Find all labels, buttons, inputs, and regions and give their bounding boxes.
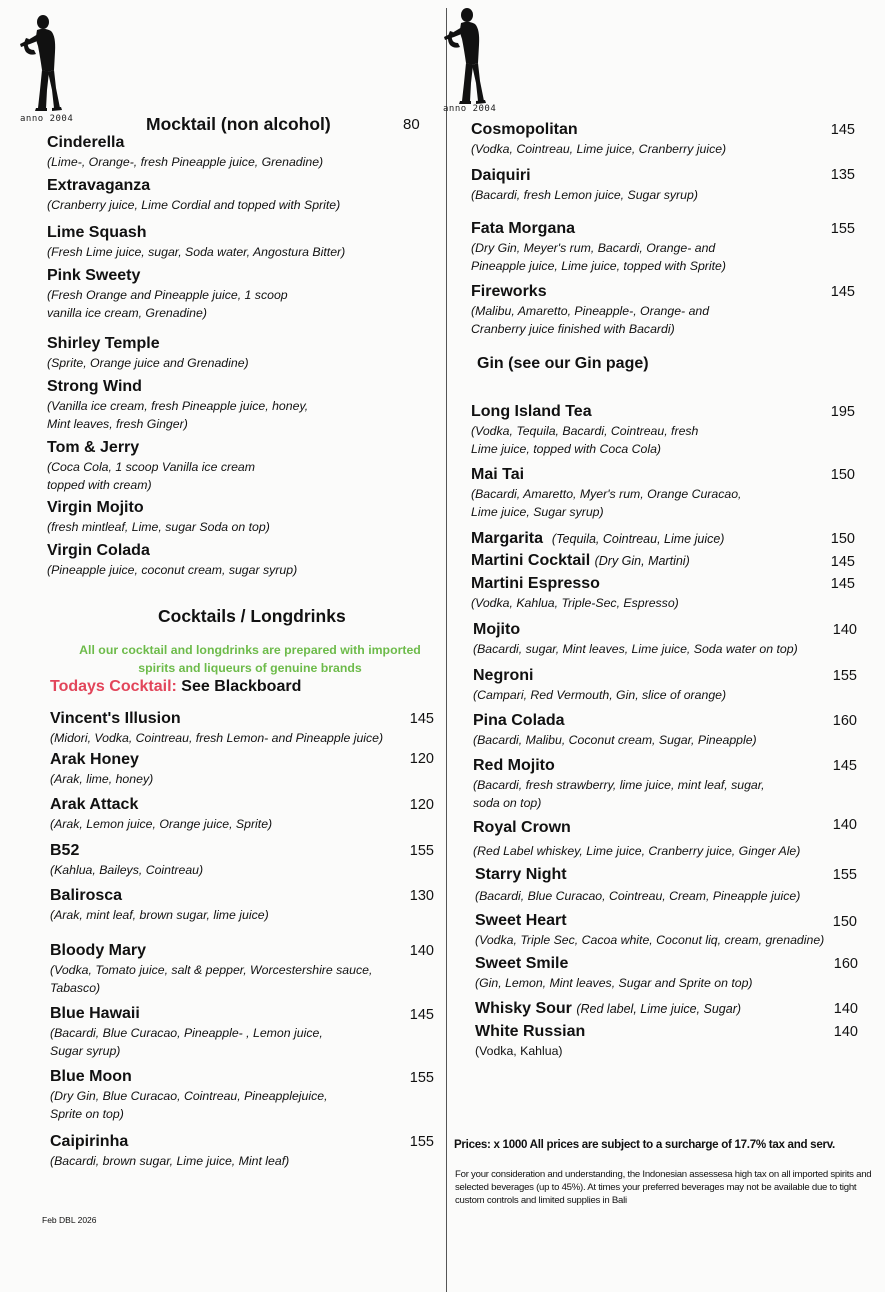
menu-item (475, 999, 741, 1019)
item-price: 155 (832, 668, 857, 684)
menu-item (47, 334, 249, 373)
item-desc: (Campari, Red Vermouth, Gin, slice of orange) (473, 688, 727, 702)
saxophone-player-logo-right (438, 5, 488, 105)
item-name: Fireworks (471, 283, 547, 300)
item-desc: (Arak, lime, honey) (50, 772, 154, 786)
menu-item (47, 133, 323, 172)
menu-item (47, 541, 297, 580)
item-price: 160 (833, 956, 858, 972)
item-name: Blue Moon (50, 1068, 132, 1085)
item-desc: (Bacardi, fresh strawberry, lime juice, mint leaf, sugar, soda on top) (473, 778, 765, 810)
item-desc: (Vanilla ice cream, fresh Pineapple juice, honey, Mint leaves, fresh Ginger) (47, 399, 309, 431)
item-price: 150 (830, 531, 855, 547)
item-name: Royal Crown (473, 819, 571, 836)
menu-item (475, 954, 753, 993)
item-price: 140 (409, 943, 434, 959)
logo-caption: anno 2004 (20, 114, 74, 124)
item-desc: (Bacardi, Amaretto, Myer's rum, Orange Curacao, Lime juice, Sugar syrup) (471, 487, 742, 519)
item-desc: (Vodka, Tomato juice, salt & pepper, Worcestershire sauce, Tabasco) (50, 963, 373, 995)
item-name: Vincent's Illusion (50, 710, 181, 727)
item-price: 120 (409, 797, 434, 813)
item-price: 145 (830, 576, 855, 592)
menu-item (47, 266, 288, 322)
menu-item (471, 166, 698, 205)
item-name: Pink Sweety (47, 267, 141, 284)
item-desc: (Bacardi, brown sugar, Lime juice, Mint leaf) (50, 1154, 290, 1168)
item-desc: (Vodka, Kahlua, Triple-Sec, Espresso) (471, 596, 679, 610)
item-desc: (Bacardi, Malibu, Coconut cream, Sugar, Pineapple) (473, 733, 757, 747)
menu-item (50, 886, 269, 925)
menu-item (475, 911, 824, 950)
item-price: 145 (409, 1007, 434, 1023)
item-name: Sweet Smile (475, 955, 569, 972)
item-desc: (Arak, Lemon juice, Orange juice, Sprite) (50, 817, 273, 831)
item-price: 145 (830, 284, 855, 300)
menu-item (473, 818, 800, 861)
menu-item (475, 865, 800, 906)
item-desc: (Vodka, Tequila, Bacardi, Cointreau, fresh Lime juice, topped with Coca Cola) (471, 424, 699, 456)
item-desc: (Sprite, Orange juice and Grenadine) (47, 356, 249, 370)
item-name: Cinderella (47, 134, 125, 151)
item-desc: (Gin, Lemon, Mint leaves, Sugar and Sprite on top) (475, 976, 753, 990)
item-name: Mai Tai (471, 466, 525, 483)
cocktails-heading: Cocktails / Longdrinks (158, 606, 346, 626)
item-price: 195 (830, 404, 855, 420)
item-desc: (Cranberry juice, Lime Cordial and topped with Sprite) (47, 198, 341, 212)
menu-item (47, 176, 340, 215)
item-desc: (Bacardi, sugar, Mint leaves, Lime juice, Soda water on top) (473, 642, 798, 656)
menu-item (471, 465, 741, 521)
menu-item (471, 551, 690, 571)
item-desc: (Vodka, Triple Sec, Cacoa white, Coconut liq, cream, grenadine) (475, 933, 825, 947)
menu-item (50, 709, 383, 748)
item-price: 145 (830, 122, 855, 138)
item-name: Starry Night (475, 866, 567, 883)
menu-item (50, 1004, 323, 1060)
item-desc: (Arak, mint leaf, brown sugar, lime juice) (50, 908, 269, 922)
menu-item (47, 223, 345, 262)
menu-item (471, 219, 726, 275)
item-desc: (Vodka, Kahlua) (475, 1044, 563, 1058)
item-name: Virgin Mojito (47, 499, 144, 516)
menu-item (471, 529, 724, 549)
item-price: 140 (833, 1001, 858, 1017)
item-price: 150 (832, 914, 857, 930)
item-price: 155 (832, 867, 857, 883)
tax-note: For your consideration and understanding, the Indonesian assessesa high tax on all imported spirits and selected beverages (up to 45%). At times your preferred beverages may not be available due to tight custom controls and limited supplies in Bali (455, 1169, 872, 1206)
item-name: B52 (50, 842, 80, 859)
menu-item (471, 402, 698, 458)
item-price: 155 (409, 843, 434, 859)
item-desc: (Fresh Orange and Pineapple juice, 1 scoop vanilla ice cream, Grenadine) (47, 288, 288, 320)
item-name: Tom & Jerry (47, 439, 140, 456)
item-name: White Russian (475, 1023, 586, 1040)
item-name: Balirosca (50, 887, 123, 904)
item-inline-desc: (Dry Gin, Martini) (594, 554, 690, 568)
todays-cocktail-value: See Blackboard (181, 678, 302, 695)
item-desc: (Pineapple juice, coconut cream, sugar syrup) (47, 563, 298, 577)
menu-item (47, 438, 255, 494)
menu-item (471, 282, 709, 338)
item-name: Mojito (473, 621, 521, 638)
genuine-brands-note: All our cocktail and longdrinks are prepared with imported spirits and liqueurs of genuine brands (79, 643, 421, 675)
item-inline-desc: (Tequila, Cointreau, Lime juice) (551, 532, 725, 546)
item-name: Negroni (473, 667, 534, 684)
menu-item (473, 620, 798, 659)
item-price: 135 (830, 167, 855, 183)
item-desc: (Fresh Lime juice, sugar, Soda water, Angostura Bitter) (47, 245, 346, 259)
item-desc: (Kahlua, Baileys, Cointreau) (50, 863, 204, 877)
item-name: Margarita (471, 530, 544, 547)
item-name: Sweet Heart (475, 912, 567, 929)
menu-item (50, 750, 153, 789)
item-desc: (Dry Gin, Meyer's rum, Bacardi, Orange- and Pineapple juice, Lime juice, topped with Sprite) (471, 241, 726, 273)
item-price: 120 (409, 751, 434, 767)
menu-item (50, 795, 272, 834)
item-name: Martini Espresso (471, 575, 600, 592)
menu-item (50, 941, 372, 997)
item-name: Bloody Mary (50, 942, 147, 959)
item-name: Daiquiri (471, 167, 531, 184)
item-name: Lime Squash (47, 224, 147, 241)
item-price: 145 (409, 711, 434, 727)
mocktail-price: 80 (403, 116, 420, 133)
item-name: Virgin Colada (47, 542, 150, 559)
item-inline-desc: (Red label, Lime juice, Sugar) (576, 1002, 742, 1016)
item-price: 140 (832, 622, 857, 638)
footer-date: Feb DBL 2026 (42, 1215, 97, 1225)
item-price: 155 (830, 221, 855, 237)
menu-item (47, 377, 308, 433)
item-name: Cosmopolitan (471, 121, 578, 138)
menu-item (50, 841, 203, 880)
item-name: Pina Colada (473, 712, 565, 729)
item-price: 155 (409, 1134, 434, 1150)
item-name: Martini Cocktail (471, 552, 591, 569)
saxophone-player-logo (14, 12, 64, 112)
item-price: 130 (409, 888, 434, 904)
menu-item (473, 711, 757, 750)
menu-item (471, 574, 679, 613)
todays-cocktail (50, 678, 301, 696)
item-price: 145 (832, 758, 857, 774)
item-name: Blue Hawaii (50, 1005, 140, 1022)
item-desc: (Bacardi, Blue Curacao, Cointreau, Cream, Pineapple juice) (475, 889, 801, 903)
item-name: Shirley Temple (47, 335, 160, 352)
item-desc: (Midori, Vodka, Cointreau, fresh Lemon- and Pineapple juice) (50, 731, 384, 745)
item-name: Long Island Tea (471, 403, 592, 420)
item-price: 140 (833, 1024, 858, 1040)
item-desc: (Red Label whiskey, Lime juice, Cranberry juice, Ginger Ale) (473, 844, 801, 858)
todays-cocktail-label: Todays Cocktail: (50, 678, 177, 695)
item-desc: (Malibu, Amaretto, Pineapple-, Orange- and Cranberry juice finished with Bacardi) (471, 304, 710, 336)
item-name: Strong Wind (47, 378, 142, 395)
item-name: Whisky Sour (475, 1000, 572, 1017)
item-desc: (Dry Gin, Blue Curacao, Cointreau, Pineapplejuice, Sprite on top) (50, 1089, 328, 1121)
menu-item (50, 1067, 328, 1123)
menu-item (475, 1022, 585, 1061)
item-price: 160 (832, 713, 857, 729)
item-desc: (Bacardi, fresh Lemon juice, Sugar syrup) (471, 188, 698, 202)
menu-item (47, 498, 270, 537)
item-name: Caipirinha (50, 1133, 129, 1150)
item-name: Arak Attack (50, 796, 139, 813)
menu-item (473, 666, 726, 705)
mocktail-heading: Mocktail (non alcohol) (146, 114, 331, 134)
item-price: 145 (830, 554, 855, 570)
item-name: Red Mojito (473, 757, 555, 774)
menu-item (473, 756, 765, 812)
item-desc: (Vodka, Cointreau, Lime juice, Cranberry juice) (471, 142, 727, 156)
item-price: 140 (832, 817, 857, 833)
item-price: 150 (830, 467, 855, 483)
item-desc: (Coca Cola, 1 scoop Vanilla ice cream topped with cream) (47, 460, 256, 492)
item-price: 155 (409, 1070, 434, 1086)
item-name: Extravaganza (47, 177, 151, 194)
logo-caption-right: anno 2004 (443, 104, 497, 114)
item-desc: (fresh mintleaf, Lime, sugar Soda on top) (47, 520, 270, 534)
item-name: Fata Morgana (471, 220, 576, 237)
item-desc: (Lime-, Orange-, fresh Pineapple juice, Grenadine) (47, 155, 324, 169)
menu-item (471, 120, 726, 159)
item-name: Arak Honey (50, 751, 139, 768)
item-desc: (Bacardi, Blue Curacao, Pineapple- , Lemon juice, Sugar syrup) (50, 1026, 323, 1058)
menu-item (50, 1132, 289, 1171)
prices-note: Prices: x 1000 All prices are subject to a surcharge of 17.7% tax and serv. (454, 1138, 835, 1151)
gin-heading: Gin (see our Gin page) (477, 355, 649, 372)
